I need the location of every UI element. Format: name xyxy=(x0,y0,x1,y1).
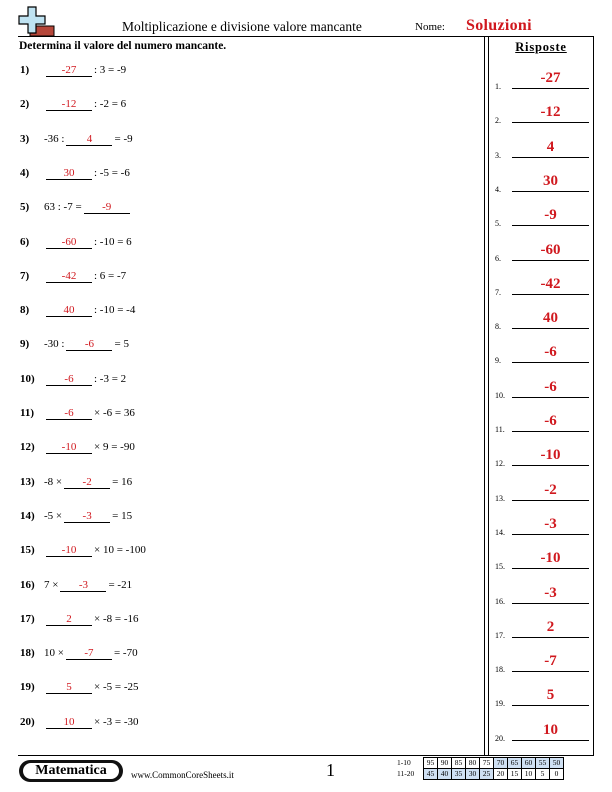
problem-text-after: : 3 = -9 xyxy=(94,64,127,76)
problem-row xyxy=(20,681,138,701)
problem-row xyxy=(20,338,129,358)
problem-text-before: -8 × xyxy=(44,475,63,488)
answer-number: 5. xyxy=(495,219,501,229)
answer-blank: -12 xyxy=(46,98,92,111)
problem-row xyxy=(20,613,138,633)
answer-row xyxy=(494,653,590,675)
problem-text-after: × -6 = 36 xyxy=(94,407,135,419)
answer-number: 18. xyxy=(495,665,505,675)
answer-number: 3. xyxy=(495,150,501,160)
answer-row xyxy=(494,413,590,435)
score-row-label: 11-20 xyxy=(397,769,415,778)
answer-value: -9 xyxy=(544,207,557,224)
problem-number: 1) xyxy=(20,64,30,76)
problem-row xyxy=(20,201,132,221)
score-cell: 95 xyxy=(424,758,438,769)
column-divider xyxy=(484,37,485,756)
problem-text-before: 10 × xyxy=(44,647,64,660)
answer-line xyxy=(512,328,589,329)
answer-number: 17. xyxy=(495,630,505,640)
answer-value: -6 xyxy=(544,378,557,395)
problem-text-after: = 16 xyxy=(112,475,133,488)
answer-row xyxy=(494,585,590,607)
name-label: Nome: xyxy=(415,21,445,33)
answer-blank: -9 xyxy=(84,201,130,214)
problem-text-after: : -10 = -4 xyxy=(94,304,136,317)
name-value: Soluzioni xyxy=(466,17,532,34)
answer-row xyxy=(494,482,590,504)
answer-row xyxy=(494,70,590,92)
answer-value: 10 xyxy=(543,721,558,738)
answer-line xyxy=(512,294,589,295)
problem-number: 5) xyxy=(20,201,30,214)
answer-blank: 4 xyxy=(66,133,112,146)
answer-number: 16. xyxy=(495,596,505,606)
header-rule xyxy=(18,36,594,37)
answer-value: -12 xyxy=(540,104,561,121)
problem-text-after: = 15 xyxy=(112,509,133,522)
score-cell: 0 xyxy=(550,769,564,780)
plus-sign-logo-icon xyxy=(18,6,56,40)
answer-value: -3 xyxy=(544,515,557,532)
answer-number: 7. xyxy=(495,287,501,297)
answer-number: 10. xyxy=(495,390,505,400)
answer-number: 11. xyxy=(495,425,505,434)
problem-row xyxy=(20,716,138,736)
problem-text-after: = 5 xyxy=(114,338,129,351)
answer-value: 30 xyxy=(543,172,558,189)
answer-number: 9. xyxy=(495,356,501,366)
answer-row xyxy=(494,447,590,469)
answer-value: 5 xyxy=(546,687,555,704)
answer-row xyxy=(494,104,590,126)
answer-value: -10 xyxy=(540,447,561,464)
problem-row xyxy=(20,373,126,393)
problem-text-before: -5 × xyxy=(44,509,63,522)
answer-line xyxy=(512,637,589,638)
problem-row xyxy=(20,270,126,290)
answer-number: 12. xyxy=(495,459,505,469)
answer-line xyxy=(512,260,589,261)
answer-line xyxy=(512,465,589,466)
answer-line xyxy=(512,225,589,226)
answer-blank: -3 xyxy=(60,579,106,592)
problem-text-after: = -9 xyxy=(114,132,133,145)
problem-text-before: 7 × xyxy=(44,578,59,591)
answer-row xyxy=(494,310,590,332)
answer-blank: -2 xyxy=(64,476,110,489)
score-cell: 80 xyxy=(466,758,480,769)
problem-text-before: -36 : xyxy=(44,132,65,145)
problem-text-after: = -21 xyxy=(108,578,133,591)
answer-value: -27 xyxy=(540,70,561,86)
answer-row xyxy=(494,379,590,401)
page-number: 1 xyxy=(326,760,335,780)
score-cell: 45 xyxy=(424,769,438,780)
answer-row xyxy=(494,722,590,744)
answer-row xyxy=(494,619,590,641)
answer-blank: -6 xyxy=(46,407,92,420)
problem-number: 9) xyxy=(20,338,30,351)
problem-text-after: : -5 = -6 xyxy=(94,166,130,179)
problem-number: 15) xyxy=(20,544,35,557)
answer-row xyxy=(494,344,590,366)
problem-number: 14) xyxy=(20,509,35,522)
answer-value: -60 xyxy=(540,241,561,258)
score-cell: 40 xyxy=(438,769,452,780)
score-cell: 30 xyxy=(466,769,480,780)
score-cell: 85 xyxy=(452,758,466,769)
score-cell: 20 xyxy=(494,769,508,780)
answer-blank: -3 xyxy=(64,510,110,523)
subject-label: Matematica xyxy=(23,763,119,779)
problem-row xyxy=(20,304,135,324)
problem-number: 19) xyxy=(20,681,35,694)
answer-value: -3 xyxy=(544,584,557,601)
score-cell: 5 xyxy=(536,769,550,780)
problem-row xyxy=(20,510,132,530)
problem-text-after: × -3 = -30 xyxy=(94,715,139,728)
score-table xyxy=(397,757,564,780)
answer-number: 2. xyxy=(495,116,501,126)
footer-url: www.CommonCoreSheets.it xyxy=(131,770,234,780)
score-row xyxy=(397,769,564,780)
answer-line xyxy=(512,740,589,741)
answer-line xyxy=(512,362,589,363)
problem-text-after: : -10 = 6 xyxy=(94,235,132,248)
answer-value: -2 xyxy=(544,481,557,498)
answer-number: 8. xyxy=(495,322,501,332)
score-cell: 65 xyxy=(508,758,522,769)
answer-row xyxy=(494,276,590,298)
problem-number: 10) xyxy=(20,372,35,385)
answer-line xyxy=(512,568,589,569)
answer-value: 2 xyxy=(546,618,555,635)
answer-row xyxy=(494,242,590,264)
problem-number: 8) xyxy=(20,304,30,317)
problem-text-after: : -2 = 6 xyxy=(94,98,127,111)
answer-blank: -60 xyxy=(46,236,92,249)
answer-blank: -10 xyxy=(46,544,92,557)
answer-blank: 2 xyxy=(46,613,92,626)
answer-row xyxy=(494,516,590,538)
answer-blank: -6 xyxy=(46,373,92,386)
problem-text-after: × 9 = -90 xyxy=(94,441,135,454)
answer-row xyxy=(494,550,590,572)
score-cell: 70 xyxy=(494,758,508,769)
problem-row xyxy=(20,441,135,461)
instructions: Determina il valore del numero mancante. xyxy=(19,40,227,52)
problem-number: 12) xyxy=(20,441,35,454)
answer-value: 40 xyxy=(543,310,558,327)
answer-number: 15. xyxy=(495,562,505,572)
problem-text-after: × -8 = -16 xyxy=(94,612,139,625)
answer-row xyxy=(494,173,590,195)
bottom-rule xyxy=(18,755,594,756)
answer-row xyxy=(494,207,590,229)
answer-blank: -27 xyxy=(46,64,92,77)
answer-line xyxy=(512,397,589,398)
answer-line xyxy=(512,671,589,672)
answer-line xyxy=(512,157,589,158)
answer-blank: 30 xyxy=(46,167,92,180)
answer-blank: -10 xyxy=(46,441,92,454)
answer-line xyxy=(512,431,589,432)
problem-text-before: -30 : xyxy=(44,338,65,351)
answer-line xyxy=(512,534,589,535)
problem-text-after: × 10 = -100 xyxy=(94,544,146,557)
answer-value: -6 xyxy=(544,344,557,361)
answer-value: 4 xyxy=(546,138,555,155)
score-cell: 25 xyxy=(480,769,494,780)
problem-row xyxy=(20,133,133,153)
answer-line xyxy=(512,603,589,604)
answers-heading: Risposte xyxy=(515,40,567,54)
answer-number: 19. xyxy=(495,699,505,709)
score-cell: 75 xyxy=(480,758,494,769)
answer-blank: 5 xyxy=(46,681,92,694)
right-border xyxy=(593,37,594,756)
problem-row xyxy=(20,236,132,256)
score-cell: 15 xyxy=(508,769,522,780)
answer-line xyxy=(512,500,589,501)
answer-number: 4. xyxy=(495,184,501,194)
answer-value: -10 xyxy=(540,550,561,567)
score-cell: 50 xyxy=(550,758,564,769)
problem-row xyxy=(20,544,146,564)
answer-line xyxy=(512,122,589,123)
problem-text-after: × -5 = -25 xyxy=(94,681,139,694)
worksheet-title: Moltiplicazione e divisione valore mancante xyxy=(122,19,362,34)
answer-number: 14. xyxy=(495,527,505,537)
problem-number: 4) xyxy=(20,166,30,179)
answer-number: 13. xyxy=(495,493,505,503)
answer-blank: -6 xyxy=(66,338,112,351)
score-cell: 60 xyxy=(522,758,536,769)
subject-badge xyxy=(19,760,123,782)
answer-value: -42 xyxy=(540,275,561,292)
problem-row xyxy=(20,647,138,667)
answer-number: 1. xyxy=(495,82,501,91)
answer-line xyxy=(512,191,589,192)
score-cell: 90 xyxy=(438,758,452,769)
problem-number: 3) xyxy=(20,132,30,145)
problem-number: 20) xyxy=(20,715,35,728)
problem-number: 13) xyxy=(20,475,35,488)
problem-row xyxy=(20,407,135,427)
answer-blank: 40 xyxy=(46,304,92,317)
problem-number: 11) xyxy=(20,407,35,419)
answer-blank: 10 xyxy=(46,716,92,729)
problem-text-before: 63 : -7 = xyxy=(44,201,82,214)
answer-number: 6. xyxy=(495,253,501,263)
problem-row xyxy=(20,64,126,84)
score-cell: 35 xyxy=(452,769,466,780)
answer-blank: -7 xyxy=(66,647,112,660)
problem-text-after: : -3 = 2 xyxy=(94,372,127,385)
answer-blank: -42 xyxy=(46,270,92,283)
problem-row xyxy=(20,167,130,187)
problem-text-after: : 6 = -7 xyxy=(94,269,127,282)
problem-row xyxy=(20,579,132,599)
problem-number: 7) xyxy=(20,269,30,282)
answer-line xyxy=(512,705,589,706)
answer-line xyxy=(512,88,589,89)
problem-text-after: = -70 xyxy=(113,647,138,660)
score-row-label: 1-10 xyxy=(397,758,411,767)
score-row xyxy=(397,758,564,769)
answer-row xyxy=(494,139,590,161)
column-divider xyxy=(488,37,489,756)
problem-row xyxy=(20,98,126,118)
answer-value: -6 xyxy=(544,413,557,429)
answer-row xyxy=(494,687,590,709)
score-cell: 10 xyxy=(522,769,536,780)
problem-number: 17) xyxy=(20,612,35,625)
answer-value: -7 xyxy=(544,653,557,670)
score-cell: 55 xyxy=(536,758,550,769)
answer-number: 20. xyxy=(495,733,505,743)
problem-number: 6) xyxy=(20,235,30,248)
problem-row xyxy=(20,476,132,496)
problem-number: 18) xyxy=(20,647,35,660)
problem-number: 16) xyxy=(20,578,35,591)
problem-number: 2) xyxy=(20,98,30,111)
